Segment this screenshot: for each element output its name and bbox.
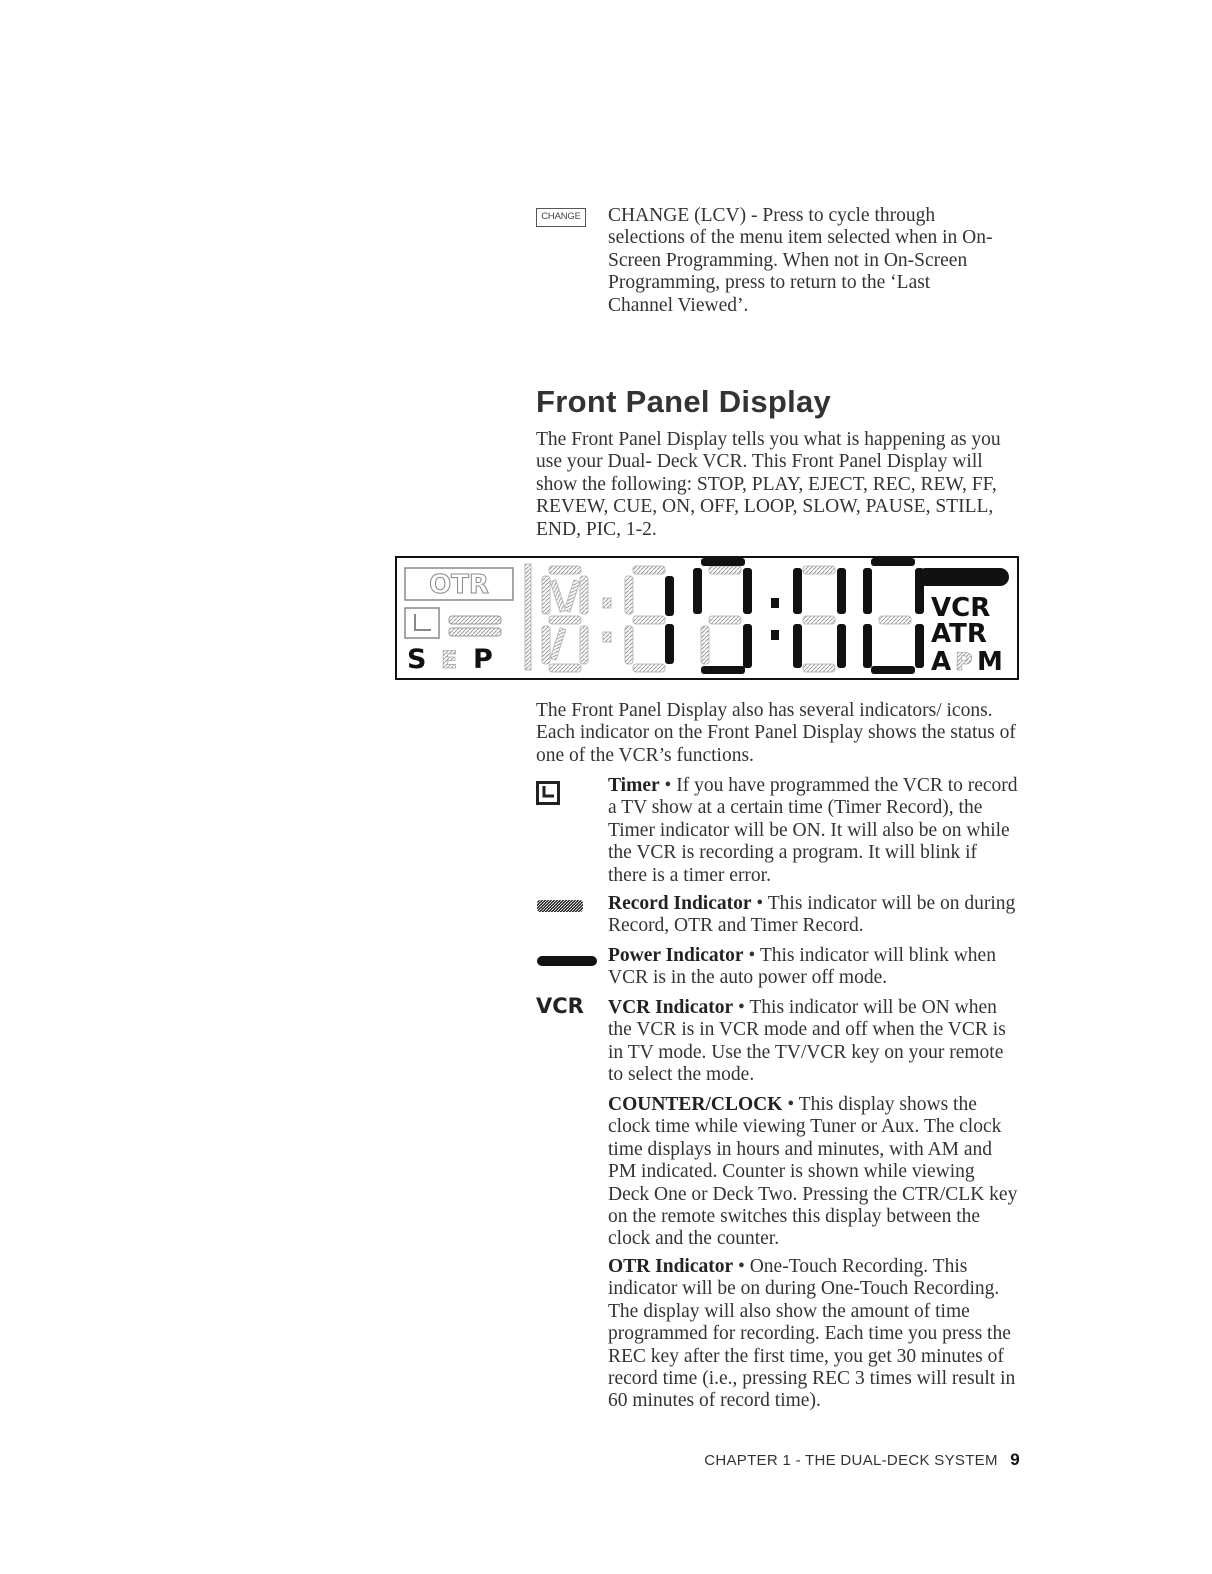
front-panel-display-illustration bbox=[395, 556, 1019, 680]
timer-description: If you have programmed the VCR to record a TV show at a certain time (Timer Record), the Timer indicator will be ON. It will also be on while the VCR is recording a program. It will blink if there is a timer error. bbox=[608, 775, 1018, 886]
ghost-digits bbox=[542, 566, 911, 672]
sep-label bbox=[407, 644, 493, 675]
timer-icon bbox=[536, 781, 560, 811]
record-indicator-icon bbox=[449, 616, 501, 636]
power-indicator-icon bbox=[917, 568, 1009, 586]
atr-label: ATR bbox=[931, 619, 987, 649]
power-indicator-icon bbox=[536, 951, 598, 973]
am-pm-label bbox=[931, 647, 1003, 677]
timer-icon bbox=[405, 608, 439, 638]
page-number: 9 bbox=[1010, 1450, 1020, 1469]
front-panel-intro: The Front Panel Display tells you what is happening as you use your Dual- Deck VCR. This Front Panel Display will show the following: STOP, PLAY, EJECT, REC, REW, FF, REVEW, CUE, ON, OFF, LOOP, SLOW, PAUSE, STILL, END, PIC, 1-2. bbox=[536, 429, 1001, 540]
page-footer bbox=[704, 1450, 1020, 1470]
otr-indicator bbox=[405, 568, 513, 600]
change-key-icon: CHANGE bbox=[536, 208, 586, 227]
record-indicator-term: Record Indicator bbox=[608, 893, 752, 914]
otr-indicator-description: One-Touch Recording. This indicator will be on during One-Touch Recording. The display will also show the amount of time programmed for recording. Each time you press the REC key after the first time, you get 30 minutes of record time (i.e., pressing REC 3 times will result in 60 minutes of record time). bbox=[608, 1256, 1016, 1412]
vcr-indicator-description: This indicator will be ON when the VCR is in VCR mode and off when the VCR is in TV mode. Use the TV/VCR key on your remote to select the mode. bbox=[608, 997, 1006, 1086]
svg-text:M: M bbox=[977, 647, 1003, 677]
power-indicator-term: Power Indicator bbox=[608, 945, 744, 966]
vcr-label: VCR bbox=[931, 593, 991, 623]
svg-text:P: P bbox=[473, 644, 493, 675]
timer-term: Timer bbox=[608, 775, 660, 796]
vcr-indicator-term: VCR Indicator bbox=[608, 997, 734, 1018]
power-indicator-description: This indicator will blink when VCR is in the auto power off mode. bbox=[608, 945, 996, 989]
svg-text:A: A bbox=[931, 647, 952, 677]
otr-label: OTR bbox=[429, 570, 489, 600]
change-description: CHANGE (LCV) - Press to cycle through selections of the menu item selected when in On-Screen Programming. When not in On-Screen Programming, press to return to the ‘Last Channel Viewed’. bbox=[608, 205, 993, 316]
indicators-intro: The Front Panel Display also has several indicators/ icons. Each indicator on the Front Panel Display shows the status of one of the VCR’s functions. bbox=[536, 700, 1016, 766]
record-indicator-description: This indicator will be on during Record, OTR and Timer Record. bbox=[608, 893, 1016, 937]
counter-clock-term: COUNTER/CLOCK bbox=[608, 1094, 783, 1115]
counter-clock-description: This display shows the clock time while viewing Tuner or Aux. The clock time displays in hours and minutes, with AM and PM indicated. Counter is shown while viewing Deck One or Deck Two. Pressing the CTR/CLK key on the remote switches this display between the clock and the counter. bbox=[608, 1094, 1018, 1250]
display-divider bbox=[525, 564, 531, 670]
record-indicator-icon bbox=[536, 897, 584, 919]
svg-text:E: E bbox=[441, 646, 458, 674]
section-heading: Front Panel Display bbox=[536, 384, 832, 419]
chapter-title: CHAPTER 1 - THE DUAL-DECK SYSTEM bbox=[704, 1452, 998, 1469]
svg-text:S: S bbox=[407, 644, 427, 675]
svg-text:P: P bbox=[955, 648, 973, 676]
otr-indicator-term: OTR Indicator bbox=[608, 1256, 734, 1277]
vcr-icon: VCR bbox=[536, 994, 584, 1018]
